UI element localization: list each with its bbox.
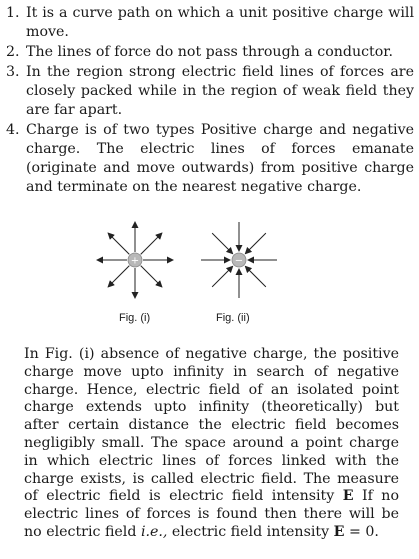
paragraph-text: If no electric lines of forces is found then there will be no electric field: [24, 488, 399, 540]
field-line: [245, 233, 266, 254]
list-item: [6, 4, 414, 42]
list-item: [6, 121, 414, 197]
vector-symbol: E: [342, 488, 354, 505]
properties-list: [6, 4, 414, 198]
positive-charge-field: [97, 222, 173, 298]
field-line: [212, 266, 233, 287]
item-text: It is a curve path on which a unit positive charge will move.: [26, 5, 414, 40]
field-line: [245, 266, 266, 287]
field-lines-diagram: [0, 212, 419, 312]
negative-charge-field: [201, 222, 277, 298]
field-line: [141, 266, 162, 287]
charge-sign: +: [130, 255, 140, 267]
paragraph-text: = 0.: [344, 523, 379, 540]
item-text: In the region strong electric field lines of forces are closely packed while in the region of weak field they are far apart.: [26, 64, 414, 118]
figure-caption: Fig. (ii): [216, 312, 250, 324]
vector-symbol: E: [333, 523, 345, 540]
field-line: [108, 233, 129, 254]
item-number: 1.: [6, 5, 20, 21]
field-lines-figures: [0, 212, 419, 330]
italic-term: i.e.,: [140, 523, 168, 540]
list-item: [6, 43, 414, 62]
item-number: 2.: [6, 44, 20, 60]
item-text: Charge is of two types Positive charge and negative charge. The electric lines of forces emanate (originate and move outwards) from positive charge and terminate on the nearest negative charge.: [26, 122, 414, 195]
field-line: [212, 233, 233, 254]
list-item: [6, 63, 414, 120]
charge-sign: −: [234, 255, 244, 267]
item-text: The lines of force do not pass through a conductor.: [26, 44, 394, 60]
field-line: [108, 266, 129, 287]
paragraph-text: electric field intensity: [167, 523, 334, 540]
item-number: 4.: [6, 122, 20, 138]
item-number: 3.: [6, 64, 20, 80]
field-line: [141, 233, 162, 254]
figure-caption: Fig. (i): [119, 312, 151, 324]
explanation-paragraph: [24, 346, 399, 542]
paragraph-text: In Fig. (i) absence of negative charge, the positive charge move upto infinity in search of negative charge. Hence, electric field of an isolated point charge extends upto infinity (theoretically) but after certain distance the electric field becomes negligibly small. The space around a point charge in which electric lines of forces linked with the charge exists, is called electric field. The measure of electric field is electric field intensity: [24, 346, 399, 505]
